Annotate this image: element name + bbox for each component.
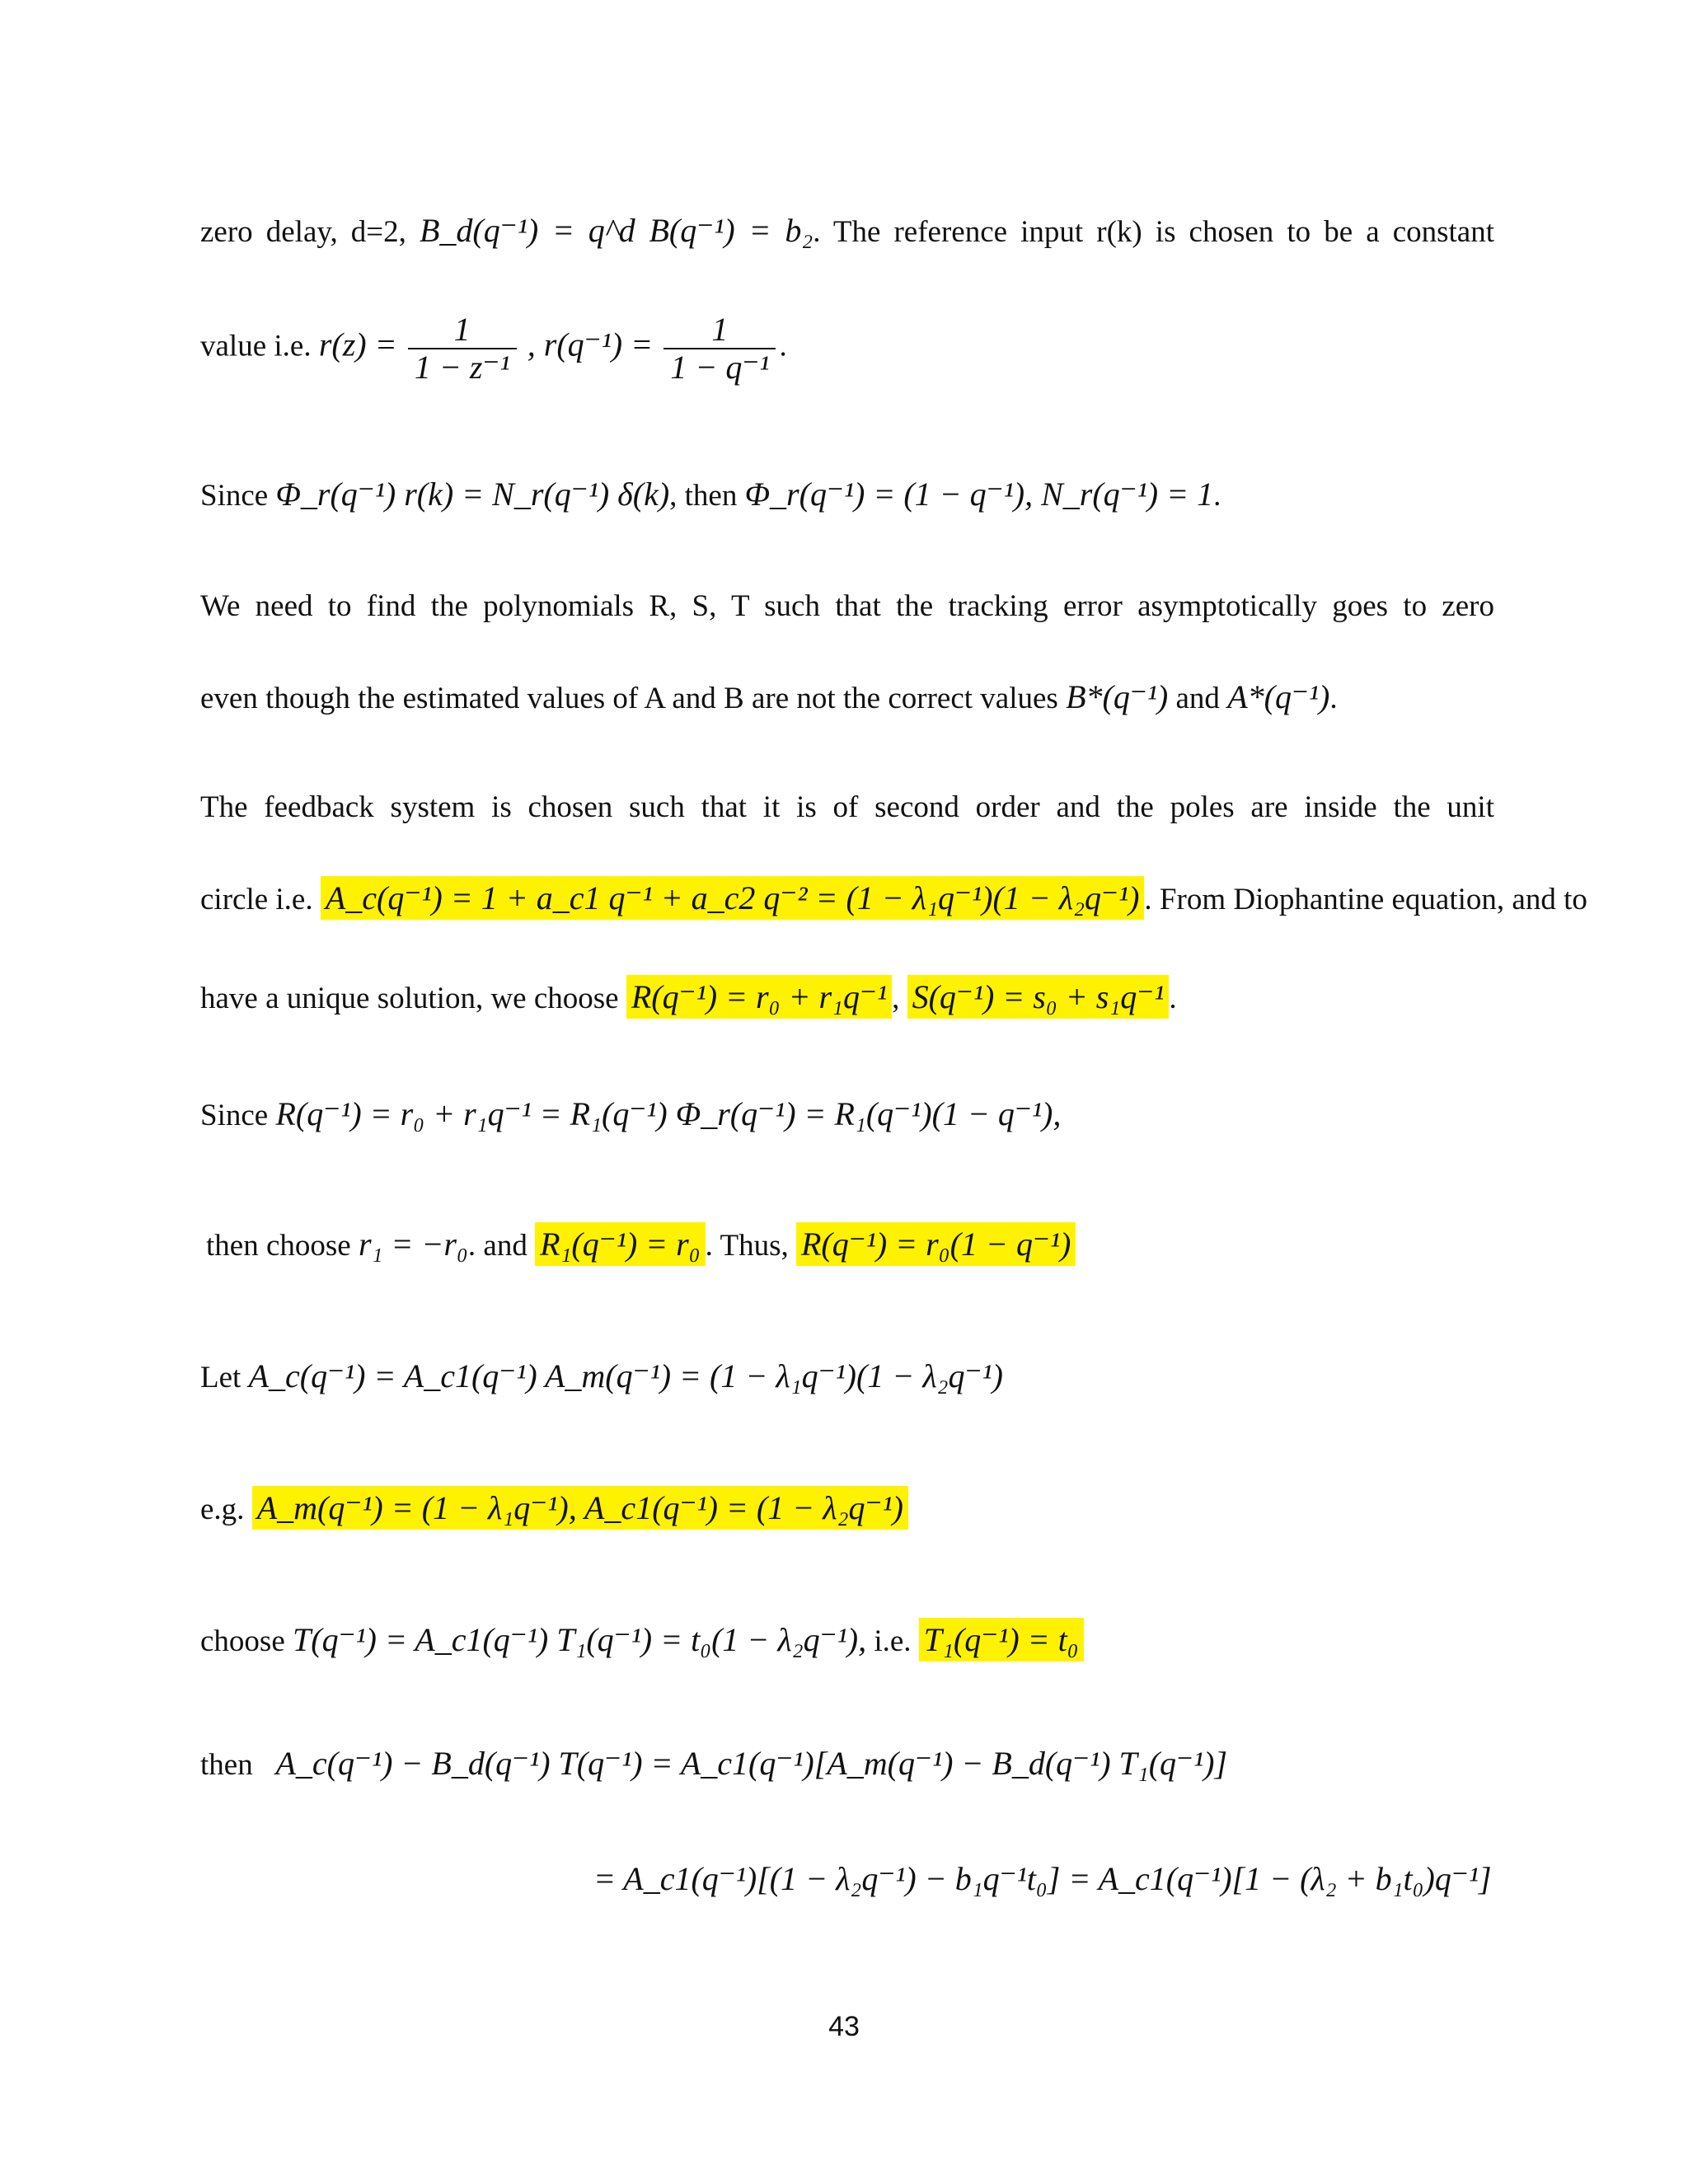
text-line-result [593, 1854, 1500, 1905]
text-span: . and [467, 1229, 528, 1263]
text-span: have a unique solution, we choose [200, 982, 619, 1015]
equation-phi-n: Φ_r(q⁻¹) = (1 − q⁻¹), N_r(q⁻¹) = 1 [744, 476, 1214, 513]
highlighted-equation-r1-q: R₁(q⁻¹) = r₀ [535, 1222, 706, 1266]
fraction-rz [408, 312, 517, 386]
text-span: , [892, 982, 900, 1015]
text-span: Since [200, 479, 269, 513]
equation-r-factor: R(q⁻¹) = r₀ + r₁q⁻¹ = R₁(q⁻¹) Φ_r(q⁻¹) = R₁(q⁻¹)(1 − q⁻¹), [275, 1095, 1062, 1132]
highlighted-equation-s: S(q⁻¹) = s₀ + s₁q⁻¹ [907, 975, 1170, 1019]
text-line-since-phi [200, 470, 1494, 521]
equation-t: T(q⁻¹) = A_c1(q⁻¹) T₁(q⁻¹) = t₀(1 − λ₂q⁻¹), [293, 1621, 867, 1658]
equation-rq: , r(q⁻¹) = [527, 326, 654, 363]
text-span: e.g. [200, 1493, 245, 1526]
text-line-zero-delay [200, 206, 1494, 257]
text-line-eg [200, 1483, 1494, 1535]
fraction-denominator: 1 − q⁻¹ [663, 348, 776, 386]
text-span: . Thus, [705, 1229, 789, 1263]
equation-ac-minus-bd: A_c(q⁻¹) − B_d(q⁻¹) T(q⁻¹) = A_c1(q⁻¹)[A_m(q⁻¹) − B_d(q⁻¹) T₁(q⁻¹)] [275, 1745, 1228, 1782]
text-span: The feedback system is chosen such that it is of second order and the poles are inside the unit [200, 790, 1494, 824]
highlighted-equation-ac: A_c(q⁻¹) = 1 + a_c1 q⁻¹ + a_c2 q⁻² = (1 − λ₁q⁻¹)(1 − λ₂q⁻¹) [321, 876, 1145, 920]
equation-b-star: B*(q⁻¹) [1066, 678, 1169, 715]
text-line-then-ac-bd [200, 1739, 1494, 1790]
fraction-denominator: 1 − z⁻¹ [408, 348, 517, 386]
text-span: then choose [206, 1229, 351, 1263]
text-span: and [1175, 682, 1220, 715]
text-span: even though the estimated values of A and B are not the correct values [200, 682, 1058, 715]
text-line-unit-circle [200, 874, 1587, 925]
page-number: 43 [828, 2011, 860, 2042]
text-line-need-to-find [200, 582, 1494, 631]
equation-rz: r(z) = [318, 326, 397, 363]
text-span: . From Diophantine equation, and to [1144, 883, 1587, 916]
highlighted-equation-am-ac1 [252, 1486, 908, 1530]
text-span: . [1169, 982, 1177, 1015]
text-span: then [200, 1748, 253, 1782]
text-span: We need to find the polynomials R, S, T such that the tracking error asymptotically goes to zero [200, 589, 1494, 623]
text-span: i.e. [874, 1624, 912, 1658]
equation-am: A_m(q⁻¹) = (1 − λ₁q⁻¹), [256, 1489, 577, 1526]
equation-ac-factor: A_c(q⁻¹) = A_c1(q⁻¹) A_m(q⁻¹) = (1 − λ₁q⁻¹)(1 − λ₂q⁻¹) [248, 1357, 1003, 1394]
text-span: zero delay, d=2, [200, 215, 406, 249]
text-span: choose [200, 1624, 285, 1658]
equation-result: = A_c1(q⁻¹)[(1 − λ₂q⁻¹) − b₁q⁻¹t₀] = A_c1(q⁻¹)[1 − (λ₂ + b₁t₀)q⁻¹] [593, 1860, 1492, 1897]
text-line-feedback-system [200, 783, 1494, 832]
text-span: . [779, 329, 787, 363]
text-span: , then [669, 479, 738, 513]
text-line-choose-t [200, 1615, 1494, 1666]
equation-ac1: A_c1(q⁻¹) = (1 − λ₂q⁻¹) [584, 1489, 903, 1526]
highlighted-equation-r-final: R(q⁻¹) = r₀(1 − q⁻¹) [796, 1222, 1076, 1266]
text-span: Since [200, 1099, 269, 1132]
text-span: . The reference input r(k) is chosen to be a constant [813, 215, 1495, 249]
equation-a-star: A*(q⁻¹) [1227, 678, 1330, 715]
text-line-then-choose [206, 1220, 1500, 1271]
text-line-let-ac [200, 1352, 1494, 1403]
fraction-numerator: 1 [453, 311, 471, 348]
fraction-numerator: 1 [711, 311, 729, 348]
highlighted-equation-t1: T₁(q⁻¹) = t₀ [919, 1618, 1084, 1661]
text-span: . [1329, 682, 1338, 715]
text-span: . [1213, 479, 1221, 513]
text-line-even-though [200, 673, 1494, 724]
text-span: value i.e. [200, 329, 312, 363]
fraction-rq [663, 312, 776, 386]
text-line-since-r [200, 1090, 1494, 1141]
equation-phi-r: Φ_r(q⁻¹) r(k) = N_r(q⁻¹) δ(k) [275, 476, 670, 513]
text-line-reference-input [200, 312, 1494, 386]
highlighted-equation-r: R(q⁻¹) = r₀ + r₁q⁻¹ [626, 975, 892, 1019]
equation-r1: r₁ = −r₀ [358, 1226, 468, 1263]
text-span: Let [200, 1361, 241, 1394]
text-line-unique-solution [200, 972, 1494, 1024]
equation-bd: B_d(q⁻¹) = q^d B(q⁻¹) = b₂ [419, 212, 814, 249]
text-span: circle i.e. [200, 883, 313, 916]
